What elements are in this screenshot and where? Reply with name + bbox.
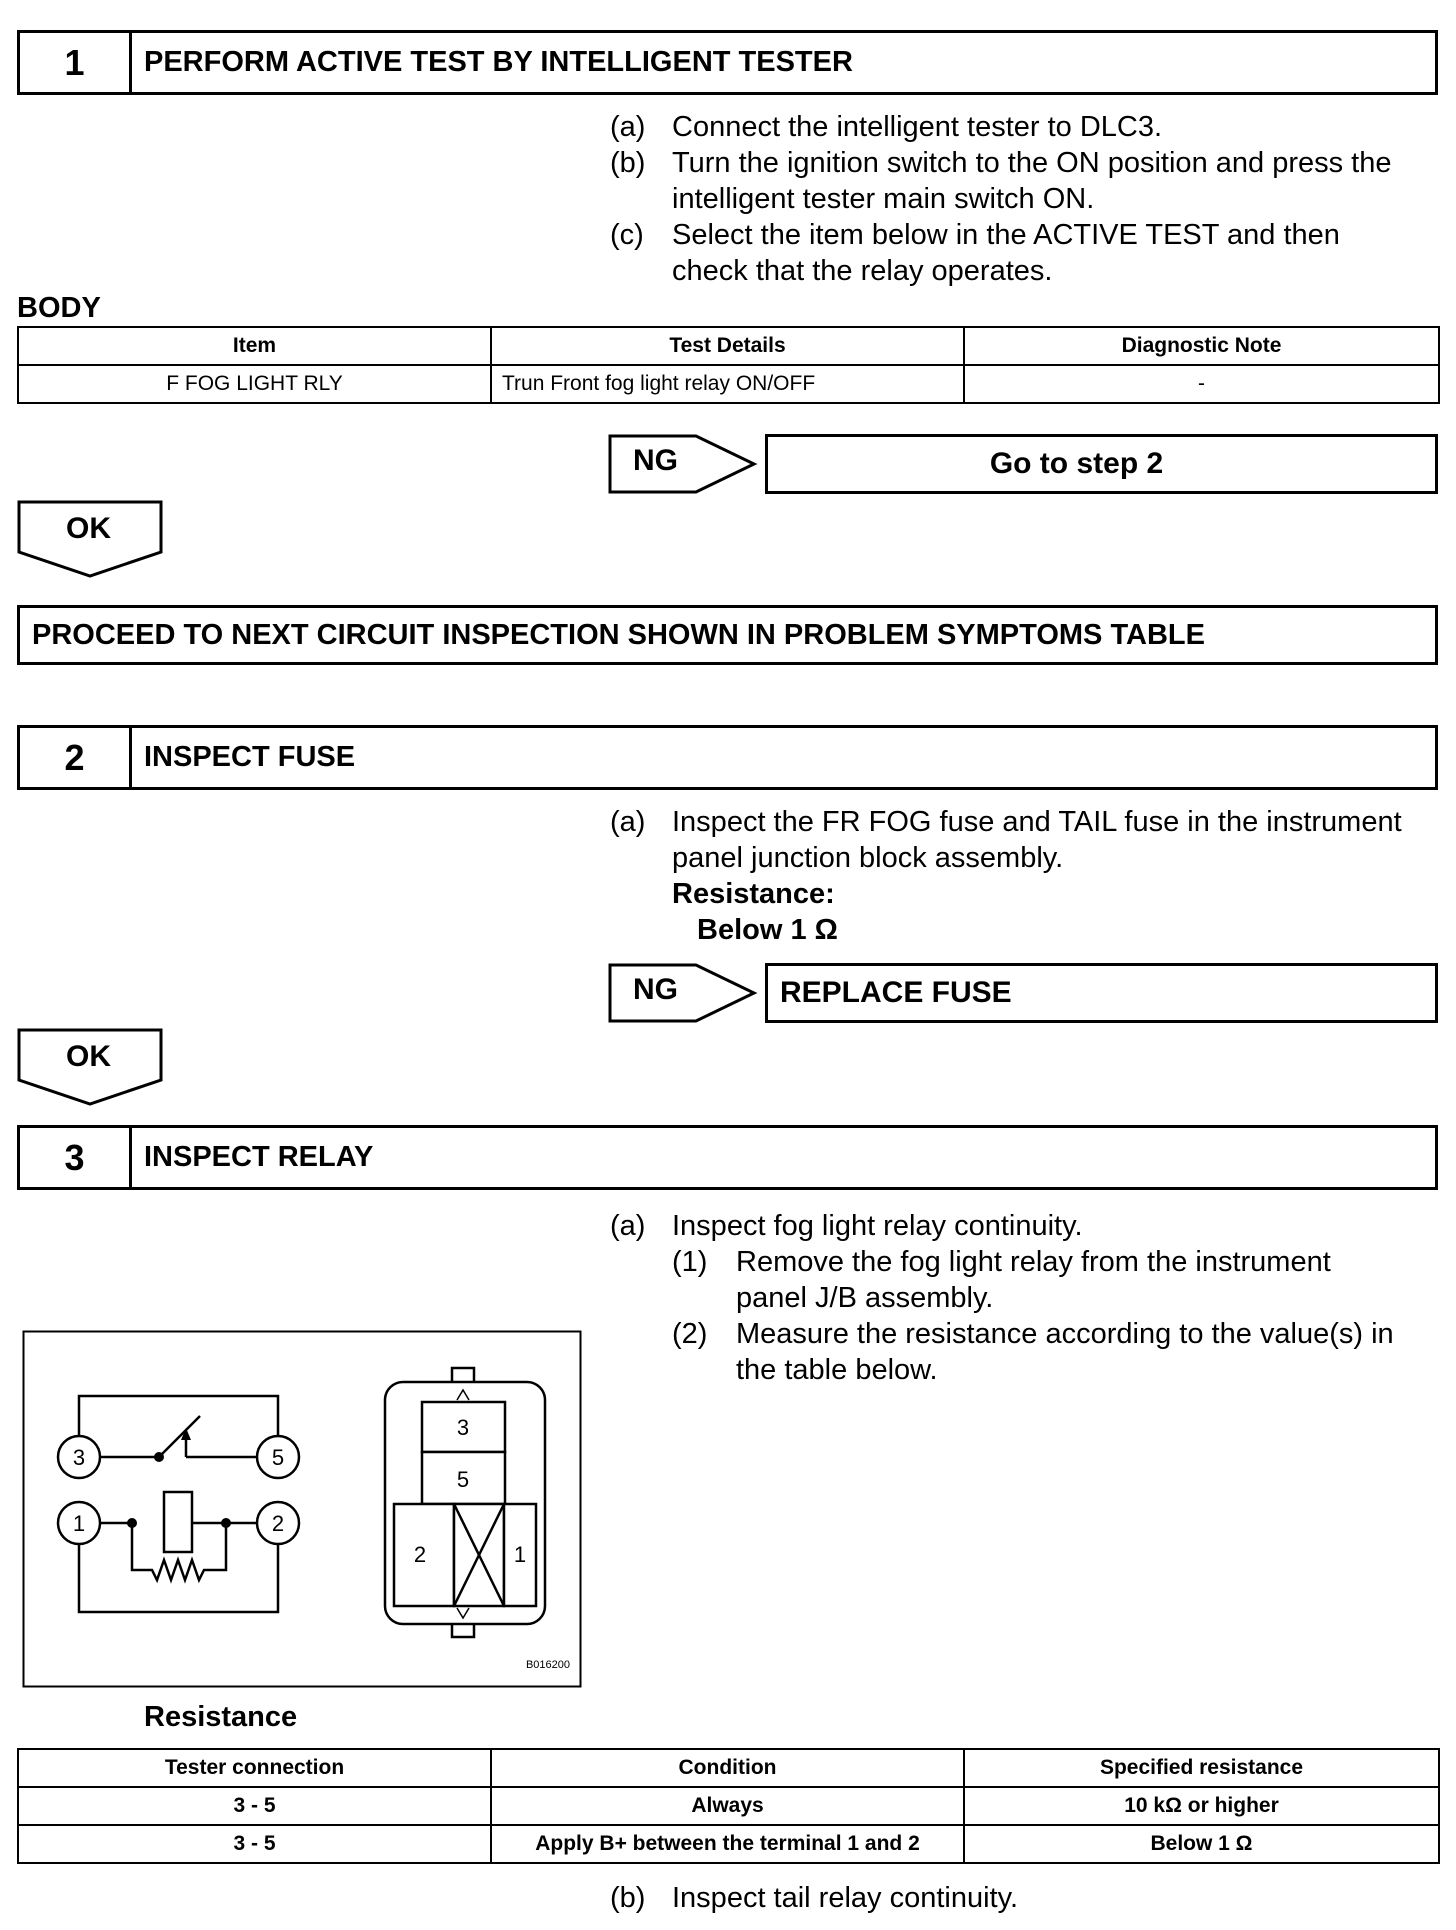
relay-diagram: [22, 1330, 582, 1688]
instruction-mark: (c): [610, 219, 644, 251]
relay-connector: [385, 1368, 545, 1637]
ng-arrow: [608, 434, 758, 494]
table-row: [18, 1787, 1439, 1825]
diagram-code: B016200: [525, 1659, 570, 1671]
column-header: Tester connection: [18, 1749, 491, 1787]
ng-arrow: [608, 963, 758, 1023]
table-cell: -: [964, 365, 1439, 403]
instruction-text: Turn the ignition switch to the ON position and press the: [672, 147, 1392, 179]
instruction-text: check that the relay operates.: [672, 255, 1053, 287]
ng-action-box: [765, 963, 1438, 1023]
relay-terminal-label: 5: [456, 1467, 470, 1492]
substep-text: Measure the resistance according to the value(s) in: [736, 1318, 1394, 1350]
table-row: [18, 365, 1439, 403]
step-number: 2: [20, 728, 132, 787]
step-title: PERFORM ACTIVE TEST BY INTELLIGENT TESTER: [144, 46, 853, 78]
column-header: Condition: [491, 1749, 964, 1787]
table-cell: Trun Front fog light relay ON/OFF: [491, 365, 964, 403]
table-cell: 3 - 5: [18, 1825, 491, 1863]
column-header: Item: [18, 327, 491, 365]
table-cell: 10 kΩ or higher: [964, 1787, 1439, 1825]
table-cell: Always: [491, 1787, 964, 1825]
resistance-title: Resistance: [144, 1701, 298, 1733]
substep-text: panel J/B assembly.: [736, 1282, 994, 1314]
ng-action-text: REPLACE FUSE: [780, 976, 1012, 1009]
instruction-mark: (a): [610, 1210, 646, 1242]
column-header: Test Details: [491, 327, 964, 365]
instruction-mark: (a): [610, 806, 646, 838]
substep-mark: (1): [672, 1246, 708, 1278]
substep-mark: (2): [672, 1318, 708, 1350]
instruction-text: Select the item below in the ACTIVE TEST and then: [672, 219, 1340, 251]
instruction-text: Connect the intelligent tester to DLC3.: [672, 111, 1163, 143]
instruction-mark: (b): [610, 147, 646, 179]
active-test-table: [17, 326, 1440, 404]
step-title: INSPECT FUSE: [144, 741, 356, 773]
relay-terminal-label: 1: [513, 1542, 527, 1567]
ng-action-text: Go to step 2: [989, 447, 1164, 480]
step-1-header: [17, 30, 1438, 95]
ng-action-box: [765, 434, 1438, 494]
table-cell: Below 1 Ω: [964, 1825, 1439, 1863]
terminal-label: 2: [271, 1511, 285, 1536]
terminal-label: 3: [72, 1445, 86, 1470]
proceed-box: PROCEED TO NEXT CIRCUIT INSPECTION SHOWN IN PROBLEM SYMPTOMS TABLE: [17, 605, 1438, 665]
terminal-label: 5: [271, 1445, 285, 1470]
substep-text: Remove the fog light relay from the instrument: [736, 1246, 1331, 1278]
step-title: INSPECT RELAY: [144, 1141, 374, 1173]
ok-label: OK: [66, 512, 111, 545]
terminal-label: 1: [72, 1511, 86, 1536]
step-number: 3: [20, 1128, 132, 1187]
ng-label: NG: [633, 444, 678, 477]
resistance-table: [17, 1748, 1440, 1864]
table-row: [18, 1825, 1439, 1863]
body-label: BODY: [17, 292, 101, 324]
step-3-header: [17, 1125, 1438, 1190]
table-cell: 3 - 5: [18, 1787, 491, 1825]
table-cell: F FOG LIGHT RLY: [18, 365, 491, 403]
step-2-header: [17, 725, 1438, 790]
step-number: 1: [20, 33, 132, 92]
instruction-text: intelligent tester main switch ON.: [672, 183, 1095, 215]
column-header: Diagnostic Note: [964, 327, 1439, 365]
column-header: Specified resistance: [964, 1749, 1439, 1787]
resistance-value: Below 1 Ω: [697, 914, 838, 946]
substep-text: the table below.: [736, 1354, 938, 1386]
instruction-text: Inspect tail relay continuity.: [672, 1882, 1019, 1914]
resistance-label: Resistance:: [672, 878, 835, 910]
instruction-text: panel junction block assembly.: [672, 842, 1064, 874]
table-cell: Apply B+ between the terminal 1 and 2: [491, 1825, 964, 1863]
instruction-text: Inspect the FR FOG fuse and TAIL fuse in the instrument: [672, 806, 1402, 838]
ng-label: NG: [633, 973, 678, 1006]
relay-terminal-label: 2: [413, 1542, 427, 1567]
ok-label: OK: [66, 1040, 111, 1073]
relay-terminal-label: 3: [456, 1415, 470, 1440]
instruction-mark: (b): [610, 1882, 646, 1914]
instruction-text: Inspect fog light relay continuity.: [672, 1210, 1083, 1242]
instruction-mark: (a): [610, 111, 646, 143]
